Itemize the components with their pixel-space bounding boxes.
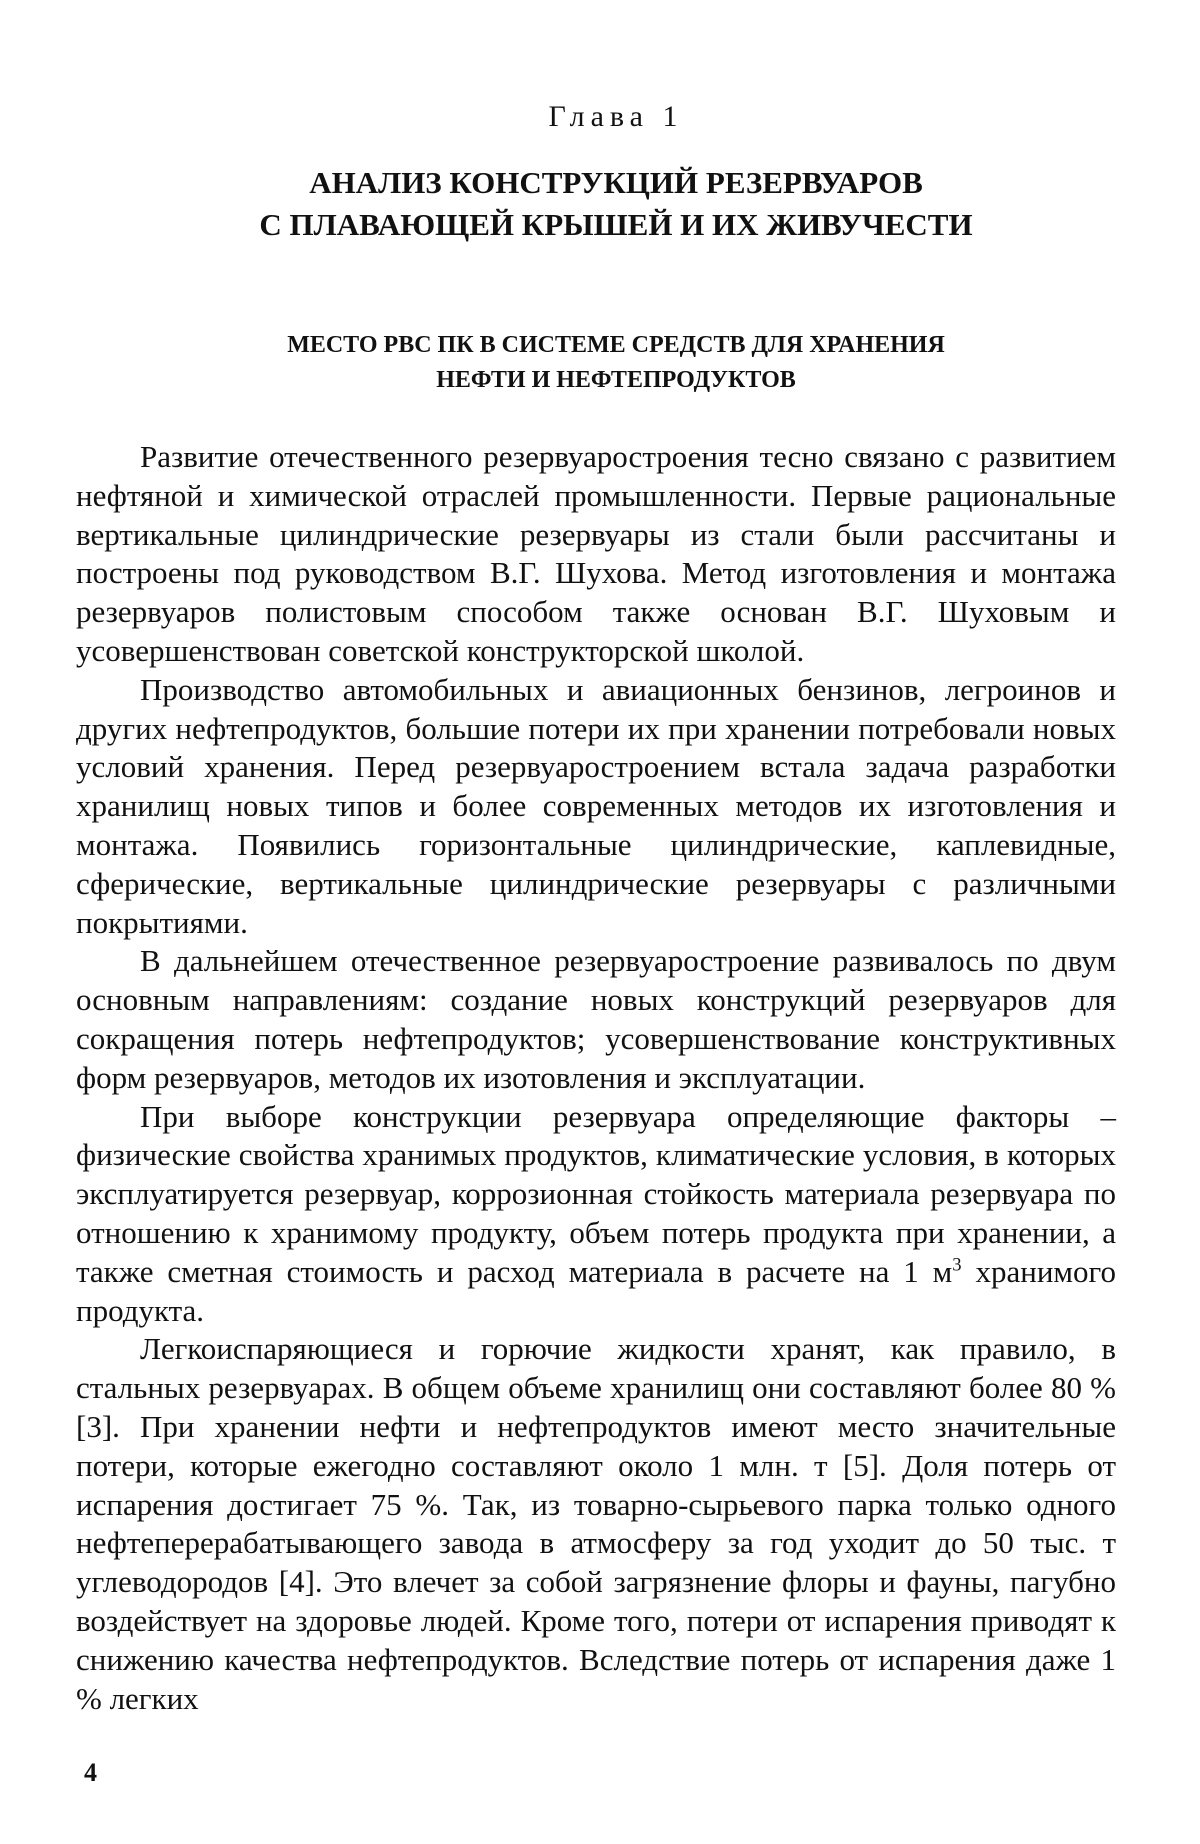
paragraph: [76, 1098, 1116, 1331]
section-title: [76, 328, 1116, 398]
superscript: 3: [952, 1254, 962, 1276]
paragraph-text: хранимого продукта.: [76, 1253, 1116, 1328]
paragraph-text: При выборе конструкции резервуара определяющие факторы – физические свойства хранимых продуктов, климатические условия, в которых эксплуатируется резервуар, коррозионная стойкость материала резервуара по отношению к хранимому продукту, объем потерь продукта при хранении, а также сметная стоимость и расход материала в расчете на 1 м: [76, 1098, 1116, 1289]
paragraph: Легкоиспаряющиеся и горючие жидкости хранят, как правило, в стальных резервуарах. В общем объеме хранилищ они составляют более 80 % [3]. При хранении нефти и нефтепродуктов имеют место значительные потери, которые ежегодно составляют около 1 млн. т [5]. Доля потерь от испарения достигает 75 %. Так, из товарно-сырьевого парка только одного нефтеперерабатывающего завода в атмосферу за год уходит до 50 тыс. т углеводородов [4]. Это влечет за собой загрязнение флоры и фауны, пагубно воздействует на здоровье людей. Кроме того, потери от испарения приводят к снижению качества нефтепродуктов. Вследствие потерь от испарения даже 1 % легких: [76, 1331, 1116, 1716]
paragraph: В дальнейшем отечественное резервуаростроение развивалось по двум основным направлениям: создание новых конструкций резервуаров для сокращения потерь нефтепродуктов; усовершенствование конструктивных форм резервуаров, методов их изотовления и эксплуатации.: [76, 943, 1116, 1095]
section-title-line: НЕФТИ И НЕФТЕПРОДУКТОВ: [436, 367, 796, 393]
chapter-title-line: АНАЛИЗ КОНСТРУКЦИЙ РЕЗЕРВУАРОВ: [309, 165, 923, 200]
chapter-label: Глава 1: [548, 100, 684, 133]
paragraph: Развитие отечественного резервуаростроения тесно связано с развитием нефтяной и химической отраслей промышленности. Первые рациональные вертикальные цилиндрические резервуары из стали были рассчитаны и построены под руководством В.Г. Шухова. Метод изготовления и монтажа резервуаров полистовым способом также основан В.Г. Шуховым и усовершенствован советской конструкторской школой.: [76, 439, 1116, 668]
paragraph: Производство автомобильных и авиационных бензинов, легроинов и других нефтепродуктов, большие потери их при хранении потребовали новых условий хранения. Перед резервуаростроением встала задача разработки хранилищ новых типов и более современных методов их изготовления и монтажа. Появились горизонтальные цилиндрические, каплевидные, сферические, вертикальные цилиндрические резервуары с различными покрытиями.: [76, 671, 1116, 940]
section-title-line: МЕСТО РВС ПК В СИСТЕМЕ СРЕДСТВ ДЛЯ ХРАНЕНИЯ: [287, 332, 945, 358]
book-page: [76, 100, 1116, 1800]
chapter-title: [76, 162, 1116, 246]
body-text: [76, 438, 1116, 1718]
page-number: 4: [84, 1758, 97, 1787]
chapter-title-line: С ПЛАВАЮЩЕЙ КРЫШЕЙ И ИХ ЖИВУЧЕСТИ: [259, 207, 973, 242]
